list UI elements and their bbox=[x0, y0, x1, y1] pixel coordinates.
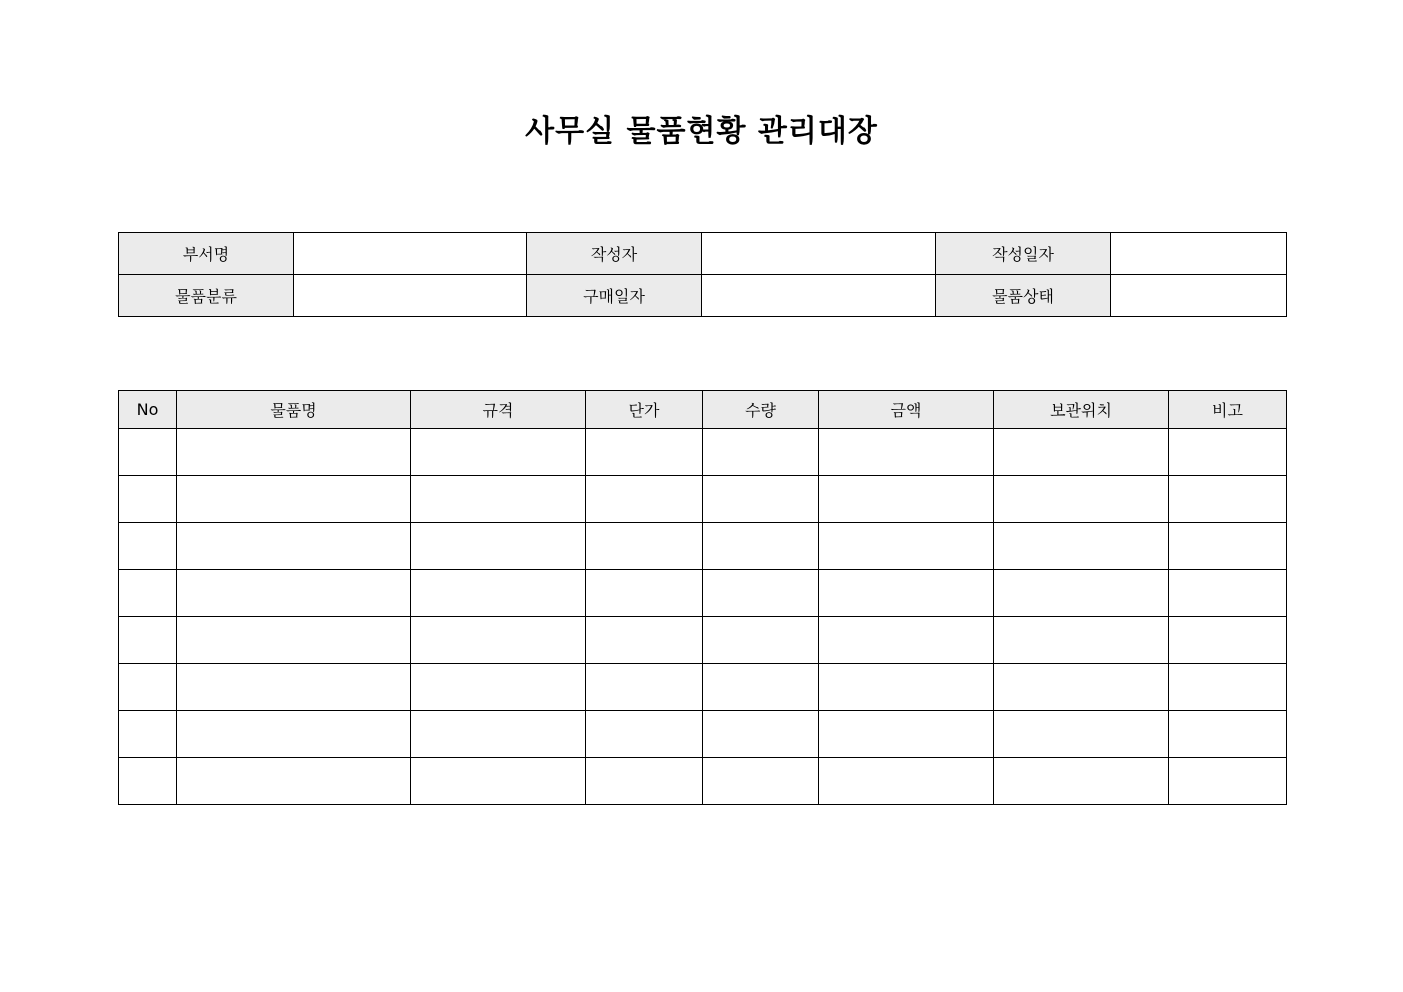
quantity-cell[interactable] bbox=[703, 664, 819, 711]
remarks-cell[interactable] bbox=[1169, 617, 1287, 664]
amount-cell[interactable] bbox=[819, 711, 994, 758]
author-field[interactable] bbox=[702, 233, 936, 275]
header-item-name: 물품명 bbox=[177, 391, 411, 429]
remarks-cell[interactable] bbox=[1169, 570, 1287, 617]
spec-cell[interactable] bbox=[411, 617, 586, 664]
amount-cell[interactable] bbox=[819, 429, 994, 476]
item-name-cell[interactable] bbox=[177, 617, 411, 664]
items-header-row bbox=[119, 391, 1287, 429]
department-label: 부서명 bbox=[119, 233, 294, 275]
item-status-field[interactable] bbox=[1111, 275, 1287, 317]
remarks-cell[interactable] bbox=[1169, 664, 1287, 711]
date-written-field[interactable] bbox=[1111, 233, 1287, 275]
item-name-cell[interactable] bbox=[177, 711, 411, 758]
item-name-cell[interactable] bbox=[177, 523, 411, 570]
storage-location-cell[interactable] bbox=[994, 758, 1169, 805]
item-name-cell[interactable] bbox=[177, 476, 411, 523]
table-row bbox=[119, 711, 1287, 758]
storage-location-cell[interactable] bbox=[994, 664, 1169, 711]
quantity-cell[interactable] bbox=[703, 523, 819, 570]
item-name-cell[interactable] bbox=[177, 429, 411, 476]
info-row bbox=[119, 233, 1287, 275]
storage-location-cell[interactable] bbox=[994, 523, 1169, 570]
remarks-cell[interactable] bbox=[1169, 711, 1287, 758]
item-name-cell[interactable] bbox=[177, 664, 411, 711]
unit-price-cell[interactable] bbox=[586, 664, 703, 711]
table-row bbox=[119, 664, 1287, 711]
table-row bbox=[119, 429, 1287, 476]
amount-cell[interactable] bbox=[819, 617, 994, 664]
no-cell[interactable] bbox=[119, 617, 177, 664]
unit-price-cell[interactable] bbox=[586, 570, 703, 617]
date-written-label: 작성일자 bbox=[936, 233, 1111, 275]
item-name-cell[interactable] bbox=[177, 570, 411, 617]
spec-cell[interactable] bbox=[411, 664, 586, 711]
info-row bbox=[119, 275, 1287, 317]
header-unit-price: 단가 bbox=[586, 391, 703, 429]
remarks-cell[interactable] bbox=[1169, 758, 1287, 805]
unit-price-cell[interactable] bbox=[586, 429, 703, 476]
amount-cell[interactable] bbox=[819, 476, 994, 523]
storage-location-cell[interactable] bbox=[994, 570, 1169, 617]
table-row bbox=[119, 617, 1287, 664]
quantity-cell[interactable] bbox=[703, 617, 819, 664]
spec-cell[interactable] bbox=[411, 758, 586, 805]
quantity-cell[interactable] bbox=[703, 758, 819, 805]
no-cell[interactable] bbox=[119, 476, 177, 523]
purchase-date-label: 구매일자 bbox=[527, 275, 702, 317]
item-category-field[interactable] bbox=[294, 275, 527, 317]
no-cell[interactable] bbox=[119, 523, 177, 570]
no-cell[interactable] bbox=[119, 570, 177, 617]
header-remarks: 비고 bbox=[1169, 391, 1287, 429]
item-category-label: 물품분류 bbox=[119, 275, 294, 317]
header-quantity: 수량 bbox=[703, 391, 819, 429]
table-row bbox=[119, 523, 1287, 570]
unit-price-cell[interactable] bbox=[586, 476, 703, 523]
table-row bbox=[119, 570, 1287, 617]
no-cell[interactable] bbox=[119, 711, 177, 758]
amount-cell[interactable] bbox=[819, 523, 994, 570]
table-row bbox=[119, 476, 1287, 523]
spec-cell[interactable] bbox=[411, 570, 586, 617]
spec-cell[interactable] bbox=[411, 523, 586, 570]
storage-location-cell[interactable] bbox=[994, 476, 1169, 523]
storage-location-cell[interactable] bbox=[994, 429, 1169, 476]
header-no: No bbox=[119, 391, 177, 429]
unit-price-cell[interactable] bbox=[586, 711, 703, 758]
amount-cell[interactable] bbox=[819, 570, 994, 617]
unit-price-cell[interactable] bbox=[586, 523, 703, 570]
quantity-cell[interactable] bbox=[703, 570, 819, 617]
header-storage-location: 보관위치 bbox=[994, 391, 1169, 429]
quantity-cell[interactable] bbox=[703, 476, 819, 523]
no-cell[interactable] bbox=[119, 429, 177, 476]
remarks-cell[interactable] bbox=[1169, 476, 1287, 523]
unit-price-cell[interactable] bbox=[586, 617, 703, 664]
items-table bbox=[118, 390, 1287, 805]
info-table bbox=[118, 232, 1287, 317]
quantity-cell[interactable] bbox=[703, 429, 819, 476]
spec-cell[interactable] bbox=[411, 429, 586, 476]
spec-cell[interactable] bbox=[411, 711, 586, 758]
unit-price-cell[interactable] bbox=[586, 758, 703, 805]
purchase-date-field[interactable] bbox=[702, 275, 936, 317]
amount-cell[interactable] bbox=[819, 664, 994, 711]
department-field[interactable] bbox=[294, 233, 527, 275]
table-row bbox=[119, 758, 1287, 805]
item-name-cell[interactable] bbox=[177, 758, 411, 805]
author-label: 작성자 bbox=[527, 233, 702, 275]
storage-location-cell[interactable] bbox=[994, 617, 1169, 664]
storage-location-cell[interactable] bbox=[994, 711, 1169, 758]
items-body bbox=[119, 429, 1287, 805]
item-status-label: 물품상태 bbox=[936, 275, 1111, 317]
no-cell[interactable] bbox=[119, 664, 177, 711]
quantity-cell[interactable] bbox=[703, 711, 819, 758]
no-cell[interactable] bbox=[119, 758, 177, 805]
header-amount: 금액 bbox=[819, 391, 994, 429]
amount-cell[interactable] bbox=[819, 758, 994, 805]
header-spec: 규격 bbox=[411, 391, 586, 429]
page-title: 사무실 물품현황 관리대장 bbox=[525, 114, 878, 149]
remarks-cell[interactable] bbox=[1169, 429, 1287, 476]
spec-cell[interactable] bbox=[411, 476, 586, 523]
remarks-cell[interactable] bbox=[1169, 523, 1287, 570]
